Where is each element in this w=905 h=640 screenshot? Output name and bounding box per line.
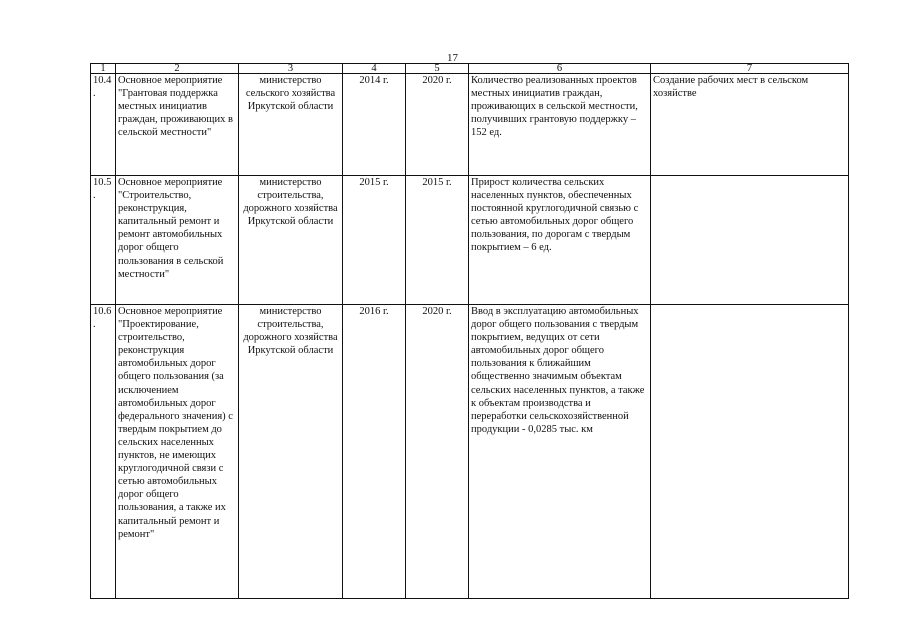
column-header: 2 <box>116 64 239 74</box>
relation-cell <box>651 176 849 305</box>
start-year-cell: 2016 г. <box>343 305 406 599</box>
column-header: 4 <box>343 64 406 74</box>
program-events-table <box>90 63 849 599</box>
column-header: 6 <box>469 64 651 74</box>
page-number: 17 <box>447 52 458 64</box>
column-header: 1 <box>91 64 116 74</box>
table-row <box>91 74 849 176</box>
expected-result-cell: Количество реализованных проектов местных инициатив граждан, проживающих в сельской местности, получивших грантовую поддержку – 152 ед. <box>469 74 651 176</box>
row-number: 10.5. <box>91 176 116 305</box>
expected-result-cell: Прирост количества сельских населенных пунктов, обеспеченных постоянной круглогодичной связью с сетью автомобильных дорог общего пользования, по дорогам с твердым покрытием – 6 ед. <box>469 176 651 305</box>
event-name-cell: Основное мероприятие "Проектирование, строительство, реконструкция автомобильных дорог общего пользования (за исключением автомобильных дорог федерального значения) с твердым покрытием до сельских населенных пунктов, не имеющих круглогодичной связи с сетью автомобильных дорог общего пользования, а также их капитальный ремонт и ремонт" <box>116 305 239 599</box>
table-header-row <box>91 64 849 74</box>
executor-cell: министерство строительства, дорожного хозяйства Иркутской области <box>239 176 343 305</box>
expected-result-cell: Ввод в эксплуатацию автомобильных дорог общего пользования с твердым покрытием, ведущих от сети автомобильных дорог общего пользования к ближайшим общественно значимым объектам сельских населенных пунктов, а также к объектам производства и переработки сельскохозяйственной продукции - 0,0285 тыс. км <box>469 305 651 599</box>
column-header: 7 <box>651 64 849 74</box>
start-year-cell: 2014 г. <box>343 74 406 176</box>
relation-cell <box>651 305 849 599</box>
table-row <box>91 305 849 599</box>
relation-cell: Создание рабочих мест в сельском хозяйстве <box>651 74 849 176</box>
table-row <box>91 176 849 305</box>
executor-cell: министерство строительства, дорожного хозяйства Иркутской области <box>239 305 343 599</box>
end-year-cell: 2020 г. <box>406 305 469 599</box>
row-number: 10.6. <box>91 305 116 599</box>
column-header: 5 <box>406 64 469 74</box>
column-header: 3 <box>239 64 343 74</box>
row-number: 10.4. <box>91 74 116 176</box>
start-year-cell: 2015 г. <box>343 176 406 305</box>
end-year-cell: 2020 г. <box>406 74 469 176</box>
end-year-cell: 2015 г. <box>406 176 469 305</box>
executor-cell: министерство сельского хозяйства Иркутской области <box>239 74 343 176</box>
event-name-cell: Основное мероприятие "Грантовая поддержка местных инициатив граждан, проживающих в сельской местности" <box>116 74 239 176</box>
event-name-cell: Основное мероприятие "Строительство, реконструкция, капитальный ремонт и ремонт автомобильных дорог общего пользования в сельской местности" <box>116 176 239 305</box>
